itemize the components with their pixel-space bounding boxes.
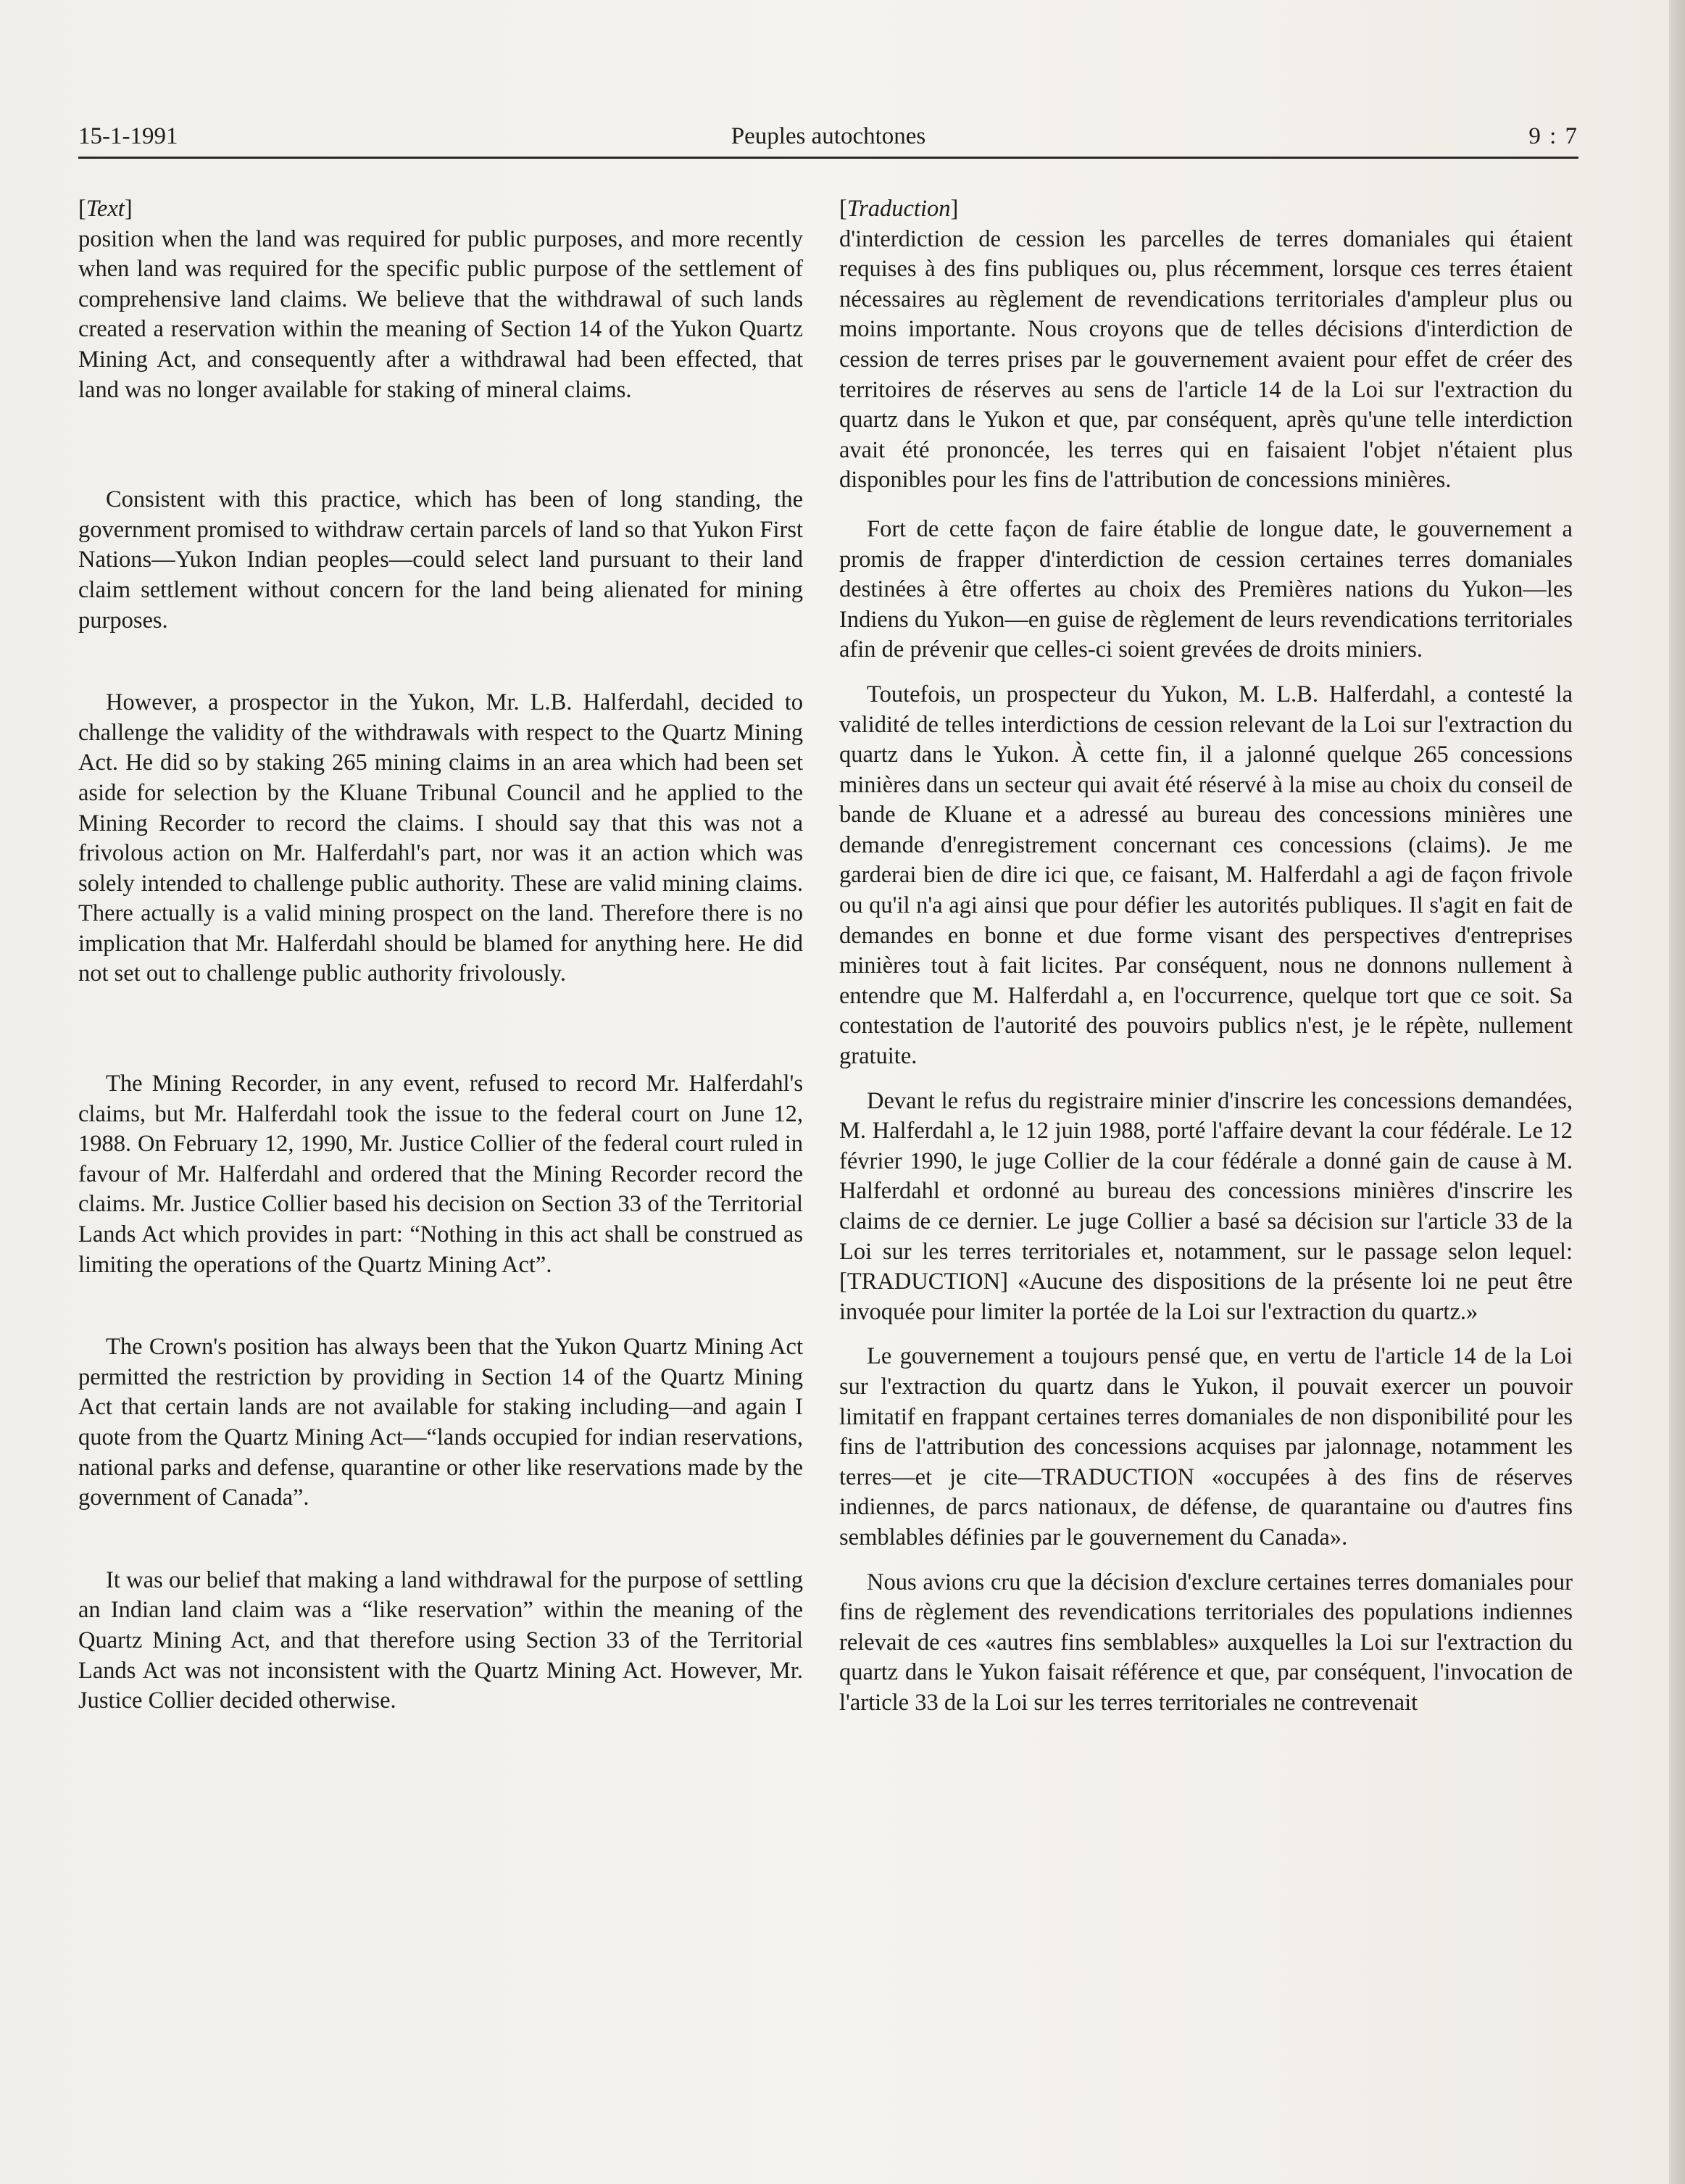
quotation: «Aucune des dispositions de la présente loi ne peut être invoquée pour limiter la portée de la Loi sur l'extraction du quartz.» [839,1269,1573,1325]
paragraph: It was our belief that making a land withdrawal for the purpose of settling an Indian land claim was a “like reservation” within the meaning of the Quartz Mining Act, and that therefore using Section 33 of the Territorial Lands Act was not inconsistent with the Quartz Mining Act. However, Mr. Justice Collier decided otherwise. [78,1566,803,1714]
page-header [78,116,1578,159]
traduction-marker: TRADUCTION [846,1269,1001,1295]
left-column-label: [Text] [78,196,133,222]
header-page-number: 9 : 7 [1528,123,1578,149]
page-edge [1669,0,1685,2184]
header-title: Peuples autochtones [731,123,926,149]
right-column [839,194,1573,1719]
traduction-marker: TRADUCTION [1041,1463,1194,1490]
paragraph: position when the land was required for public purposes, and more recently when land was required for the specific public purpose of the settlement of comprehensive land claims. We believe that the withdrawal of such lands created a reservation within the meaning of Section 14 of the Yukon Quartz Mining Act, and consequently after a withdrawal had been effected, that land was no longer available for staking of mineral claims. [78,225,803,403]
header-rule [78,157,1578,159]
left-column [78,194,803,1716]
paragraph: Devant le refus du registraire minier d'inscrire les concessions demandées, M. Halferdahl a, le 12 juin 1988, porté l'affaire devant la cour fédérale. Le 12 février 1990, le juge Collier de la cour fédérale a donné gain de cause à M. Halferdahl et ordonné au bureau des concessions minières d'inscrire les claims de ce dernier. Le juge Collier a basé sa décision sur l'article 33 de la Loi sur les terres territoriales et, notamment, sur le passage selon lequel: [TRADUCTION] «Aucune des dispositions de la présente loi ne peut être invoquée pour limiter la portée de la Loi sur l'extraction du quartz.» [839,1087,1573,1325]
paragraph: However, a prospector in the Yukon, Mr. L.B. Halferdahl, decided to challenge the validity of the withdrawals with respect to the Quartz Mining Act. He did so by staking 265 mining claims in an area which had been set aside for selection by the Kluane Tribunal Council and he applied to the Mining Recorder to record the claims. I should say that this was not a frivolous action on Mr. Halferdahl's part, nor was it an action which was solely intended to challenge public authority. These are valid mining claims. There actually is a valid mining prospect on the land. Therefore there is no implication that Mr. Halferdahl should be blamed for anything here. He did not set out to challenge public authority frivolously. [78,689,803,987]
right-column-label: [Traduction] [839,196,959,222]
paragraph [839,1342,1573,1553]
paragraph-text: Le gouvernement a toujours pensé que, en vertu de l'article 14 de la Loi sur l'extraction du quartz dans le Yukon, il pouvait exercer un pouvoir limitatif en frappant certaines terres domaniales de non disponibilité pour les fins de l'attribution des concessions acquises par jalonnage, notamment les terres—et je cite— [839,1343,1573,1490]
paragraph: The Mining Recorder, in any event, refused to record Mr. Halferdahl's claims, but Mr. Halferdahl took the issue to the federal court on June 12, 1988. On February 12, 1990, Mr. Justice Collier of the federal court ruled in favour of Mr. Halferdahl and ordered that the Mining Recorder record the claims. Mr. Justice Collier based his decision on Section 33 of the Territorial Lands Act which provides in part: “Nothing in this act shall be construed as limiting the operations of the Quartz Mining Act”. [78,1071,803,1278]
header-date: 15-1-1991 [78,123,178,149]
paragraph: Fort de cette façon de faire établie de longue date, le gouvernement a promis de frapper d'interdiction de cession certaines terres domaniales destinées à être offertes au choix des Premières nations du Yukon—les Indiens du Yukon—en guise de règlement de leurs revendications territoriales afin de prévenir que celles-ci soient grevées de droits miniers. [839,515,1573,663]
paragraph: Toutefois, un prospecteur du Yukon, M. L.B. Halferdahl, a contesté la validité de telles interdictions de cession relevant de la Loi sur l'extraction du quartz dans le Yukon. À cette fin, il a jalonné quelque 265 concessions minières dans un secteur qui avait été réservé à la mise au choix du conseil de bande de Kluane et a adressé au bureau des concessions minières une demande d'enregistrement concernant ces concessions (claims). Je me garderai bien de dire ici que, ce faisant, M. Halferdahl a agi de façon frivole ou qu'il n'a agi ainsi que pour défier les autorités publiques. Il s'agit en fait de demandes en bonne et due forme visant des perspectives d'entreprises minières tout à fait licites. Par conséquent, nous ne donnons nullement à entendre que M. Halferdahl a, en l'occurrence, quelque tort que ce soit. Sa contestation de l'autorité des pouvoirs publics n'est, je le répète, nullement gratuite. [839,681,1573,1070]
paragraph: d'interdiction de cession les parcelles de terres domaniales qui étaient requises à des fins publiques ou, plus récemment, lorsque ces terres étaient nécessaires au règlement de revendications territoriales d'ampleur plus ou moins importante. Nous croyons que de telles décisions d'interdiction de cession de terres prises par le gouvernement avaient pour effet de créer des territoires de réserves au sens de l'article 14 de la Loi sur l'extraction du quartz dans le Yukon et que, par conséquent, après qu'une telle interdiction avait été prononcée, les terres qui en faisaient l'objet n'étaient plus disponibles pour les fins de l'attribution de concessions minières. [839,225,1573,494]
paragraph: The Crown's position has always been that the Yukon Quartz Mining Act permitted the restriction by providing in Section 14 of the Quartz Mining Act that certain lands are not available for staking including—and again I quote from the Quartz Mining Act—“lands occupied for indian reservations, national parks and defense, quarantine or other like reservations made by the government of Canada”. [78,1334,803,1511]
paragraph-text: Devant le refus du registraire minier d'inscrire les concessions demandées, M. Halferdahl a, le 12 juin 1988, porté l'affaire devant la cour fédérale. Le 12 février 1990, le juge Collier de la cour fédérale a donné gain de cause à M. Halferdahl et ordonné au bureau des concessions minières d'inscrire les claims de ce dernier. Le juge Collier a basé sa décision sur l'article 33 de la Loi sur les terres territoriales et, notamment, sur le passage selon lequel: [839,1087,1573,1265]
paragraph: Nous avions cru que la décision d'exclure certaines terres domaniales pour fins de règlement des revendications territoriales des populations indiennes relevait de ces «autres fins semblables» auxquelles la Loi sur l'extraction du quartz dans le Yukon faisait référence et que, par conséquent, l'invocation de l'article 33 de la Loi sur les terres territoriales ne contrevenait [839,1569,1573,1716]
quotation: «occupées à des fins de réserves indiennes, de parcs nationaux, de défense, de quarantaine ou d'autres fins semblables définies par le gouvernement du Canada». [839,1463,1573,1550]
paragraph: Consistent with this practice, which has been of long standing, the government promised to withdraw certain parcels of land so that Yukon First Nations—Yukon Indian peoples—could select land pursuant to their land claim settlement without concern for the land being alienated for mining purposes. [78,486,803,634]
